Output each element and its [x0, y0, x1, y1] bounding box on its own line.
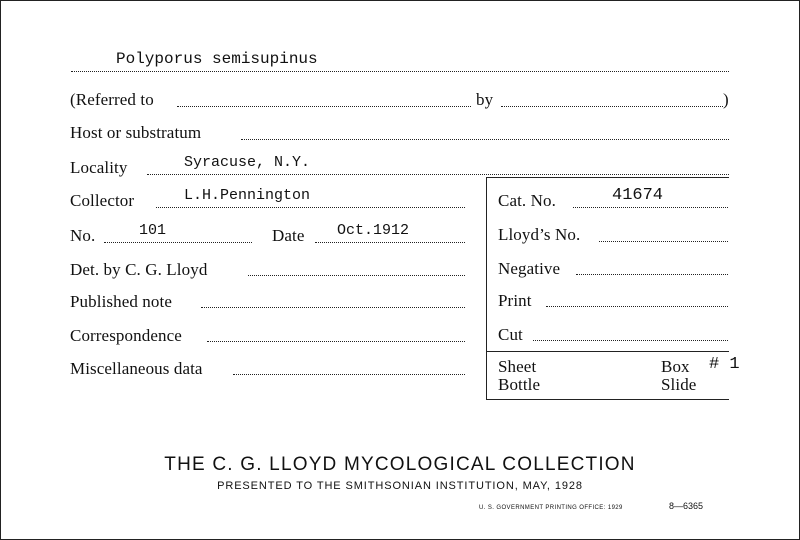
referred-to-line: [177, 106, 471, 107]
collector-value: L.H.Pennington: [184, 187, 311, 204]
box-value: # 1: [709, 355, 740, 374]
cat-no-label: Cat. No.: [498, 191, 556, 210]
lloyds-no-label: Lloyd’s No.: [498, 225, 581, 244]
catalog-box-divider: [486, 351, 729, 352]
sheet-label: Sheet: [498, 357, 537, 376]
collector-label: Collector: [70, 191, 135, 210]
date-line: [315, 242, 465, 243]
cut-line: [533, 340, 728, 341]
cut-label: Cut: [498, 325, 523, 344]
collector-line: [156, 207, 465, 208]
species-dotted-line: [71, 71, 729, 72]
lloyds-no-line: [599, 241, 728, 242]
referred-to-label: (Referred to: [70, 90, 154, 109]
det-label: Det. by C. G. Lloyd: [70, 260, 208, 279]
catalog-box-bottom-border: [486, 399, 729, 400]
close-paren: ): [723, 90, 729, 109]
det-line: [248, 275, 465, 276]
form-number: 8—6365: [669, 501, 704, 511]
printer-imprint: U. S. GOVERNMENT PRINTING OFFICE: 1929: [479, 505, 623, 511]
negative-line: [576, 274, 728, 275]
print-label: Print: [498, 291, 532, 310]
cat-no-value: 41674: [612, 186, 664, 205]
cat-no-line: [573, 207, 728, 208]
locality-line: [147, 174, 729, 175]
locality-label: Locality: [70, 158, 128, 177]
by-label: by: [476, 90, 494, 109]
catalog-box-left-border: [486, 177, 487, 399]
correspondence-label: Correspondence: [70, 326, 182, 345]
misc-line: [233, 374, 465, 375]
date-value: Oct.1912: [337, 222, 410, 239]
no-label: No.: [70, 226, 96, 245]
locality-value: Syracuse, N.Y.: [184, 154, 311, 171]
no-value: 101: [139, 222, 167, 239]
date-label: Date: [272, 226, 305, 245]
catalog-box-top-border: [486, 177, 729, 178]
correspondence-line: [207, 341, 465, 342]
published-label: Published note: [70, 292, 172, 311]
collection-title: THE C. G. LLOYD MYCOLOGICAL COLLECTION: [164, 454, 636, 475]
by-line: [501, 106, 723, 107]
slide-label: Slide: [661, 375, 697, 394]
bottle-label: Bottle: [498, 375, 541, 394]
host-label: Host or substratum: [70, 123, 202, 142]
print-line: [546, 306, 728, 307]
box-label: Box: [661, 357, 690, 376]
host-line: [241, 139, 729, 140]
negative-label: Negative: [498, 259, 561, 278]
misc-label: Miscellaneous data: [70, 359, 203, 378]
no-line: [104, 242, 252, 243]
published-line: [201, 307, 465, 308]
species-name: Polyporus semisupinus: [116, 50, 318, 68]
collection-subtitle: PRESENTED TO THE SMITHSONIAN INSTITUTION, MAY, 1928: [217, 480, 583, 492]
